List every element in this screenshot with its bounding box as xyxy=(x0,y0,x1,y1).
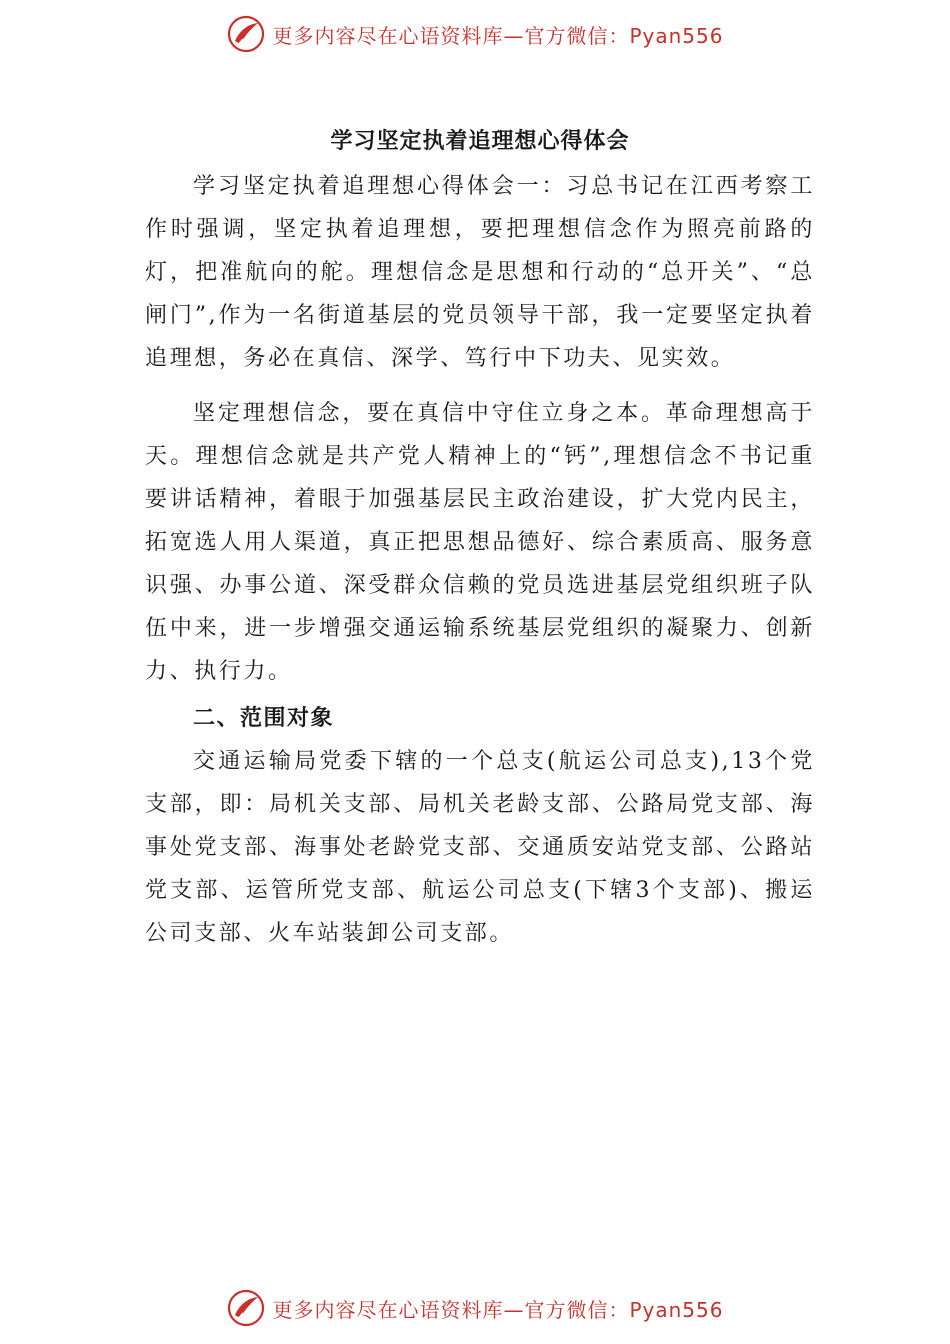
paragraph-1: 学习坚定执着追理想心得体会一：习总书记在江西考察工作时强调，坚定执着追理想，要把理想信念作为照亮前路的灯，把准航向的舵。理想信念是思想和行动的“总开关”、“总闸门”,作为一名街道基层的党员领导干部，我一定要坚定执着追理想，务必在真信、深学、笃行中下功夫、见实效。 xyxy=(145,174,815,371)
section-paragraph: 交通运输局党委下辖的一个总支(航运公司总支),13个党支部，即：局机关支部、局机关老龄支部、公路局党支部、海事处党支部、海事处老龄党支部、交通质安站党支部、公路站党支部、运管所党支部、航运公司总支(下辖3个支部)、搬运公司支部、火车站装卸公司支部。 xyxy=(145,749,815,946)
footer-watermark xyxy=(0,1288,950,1328)
document-body xyxy=(145,124,815,955)
section-heading: 二、范围对象 xyxy=(193,705,335,731)
watermark-text: 更多内容尽在心语资料库—官方微信：Pyan556 xyxy=(272,23,724,48)
pen-logo-icon xyxy=(226,1288,266,1328)
header-watermark xyxy=(0,14,950,54)
pen-logo-icon xyxy=(226,14,266,54)
document-title: 学习坚定执着追理想心得体会 xyxy=(330,128,630,154)
paragraph-2: 坚定理想信念，要在真信中守住立身之本。革命理想高于天。理想信念就是共产党人精神上的“钙”,理想信念不书记重要讲话精神，着眼于加强基层民主政治建设，扩大党内民主，拓宽选人用人渠道，真正把思想品德好、综合素质高、服务意识强、办事公道、深受群众信赖的党员选进基层党组织班子队伍中来，进一步增强交通运输系统基层党组织的凝聚力、创新力、执行力。 xyxy=(145,401,815,684)
watermark-text: 更多内容尽在心语资料库—官方微信：Pyan556 xyxy=(272,1297,724,1322)
